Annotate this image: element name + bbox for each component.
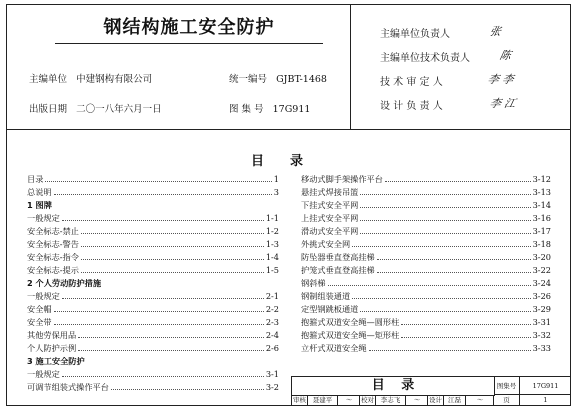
toc-entry-page: 3-14 [532,200,551,210]
checker-signature: ～ [406,395,428,405]
toc-entry [27,225,279,238]
toc-leader-dots [62,290,264,299]
page-label: 页 [494,395,520,405]
toc-leader-dots [360,186,530,195]
toc-entry [27,264,279,277]
toc-leader-dots [352,238,530,247]
toc-entry-title: 外挑式安全网 [301,239,351,249]
responsible-label: 技 术 审 定 人 [380,77,443,88]
toc-entry-title: 移动式脚手架操作平台 [301,174,383,184]
toc-entry [27,342,279,355]
editor-org-label: 主编单位 [29,74,68,85]
toc-entry [301,277,551,290]
toc-entry-title: 个人防护示例 [27,343,77,353]
toc-leader-dots [54,303,264,312]
toc-leader-dots [401,316,530,325]
toc-entry-title: 一般规定 [27,369,60,379]
toc-entry-title: 其他劳保用品 [27,330,77,340]
toc-entry-title: 安全帽 [27,304,52,314]
signature: 李 江 [488,97,517,110]
toc-leader-dots [81,264,264,273]
toc-entry-title: 2 个人劳动防护措施 [27,278,102,288]
toc-entry-page: 3-17 [532,226,551,236]
reviewer-name: 聂建平 [308,395,338,405]
toc-entry [301,251,551,264]
toc-entry [27,290,279,303]
toc-leader-dots [369,342,531,351]
toc-leader-dots [360,225,530,234]
unified-code [229,71,327,85]
toc-entry [301,225,551,238]
signature: 张 [488,25,503,38]
toc-entry [27,173,279,186]
toc-entry-page: 1 [273,174,279,184]
toc-leader-dots [54,316,264,325]
toc-entry-title: 定型钢跳板通道 [301,304,359,314]
publish-date-label: 出版日期 [29,104,68,115]
publish-date [29,101,162,115]
toc-section-heading [27,277,279,290]
title-block-name: 目 录 [292,377,495,396]
toc-entry-page: 2-6 [265,343,279,353]
toc-section-heading [27,199,279,212]
toc-entry-page: 2-3 [265,317,279,327]
toc-heading-char: 目 [251,154,265,169]
header-info [7,5,351,129]
toc-entry [27,212,279,225]
responsible-tech [380,49,470,64]
toc-entry-title: 护笼式垂直登高挂梯 [301,265,375,275]
editor-org [29,71,152,85]
toc-entry-page: 3-32 [532,330,551,340]
toc-heading [251,150,329,169]
responsible-label: 主编单位负责人 [380,29,450,40]
toc-entry-title: 总说明 [27,187,52,197]
toc-entry [301,186,551,199]
toc-entry-title: 安全标志-禁止 [27,226,79,236]
toc-leader-dots [62,368,264,377]
toc-entry [27,238,279,251]
check-label: 校对 [361,396,374,404]
toc-entry [27,303,279,316]
toc-entry [301,329,551,342]
toc-entry-title: 防坠器垂直登高挂梯 [301,252,375,262]
toc-right-column [301,173,551,355]
title-block-atlas-label: 图集号 [494,377,520,395]
unified-code-value: GJBT-1468 [276,74,327,85]
design-label: 设计 [429,396,442,404]
designer-name: 江磊 [444,395,466,405]
atlas-number-value: 17G911 [272,104,311,115]
toc-leader-dots [377,264,531,273]
toc-entry-page: 3 [273,187,279,197]
toc-leader-dots [81,238,264,247]
header-block [7,5,570,130]
title-underline [55,43,323,44]
toc-entry-page: 3-22 [532,265,551,275]
toc-entry-page: 1-2 [265,226,279,236]
toc-leader-dots [360,303,530,312]
document-title: 钢结构施工安全防护 [103,17,275,38]
toc-entry-page: 3-13 [532,187,551,197]
toc-entry [301,199,551,212]
review-label: 审核 [293,396,306,404]
responsible-design [380,97,443,112]
toc-entry [27,381,279,394]
toc-entry-page: 3-1 [265,369,279,379]
unified-code-label: 统一编号 [229,74,268,85]
toc-entry-page: 3-12 [532,174,551,184]
toc-entry-page: 2-1 [265,291,279,301]
toc-entry-page: 3-24 [532,278,551,288]
toc-entry-title: 钢制组装通道 [301,291,351,301]
toc-entry [27,316,279,329]
toc-leader-dots [385,173,531,182]
toc-entry-title: 安全标志-警告 [27,239,79,249]
toc-entry-page: 3-26 [532,291,551,301]
toc-entry [301,316,551,329]
signature: 陈 [498,49,513,62]
toc-entry-title: 下挂式安全平网 [301,200,359,210]
title-block [291,376,571,406]
toc-section-heading [27,355,279,368]
toc-entry-page: 3-16 [532,213,551,223]
toc-entry-title: 钢斜梯 [301,278,326,288]
toc-entry-page: 3-2 [265,382,279,392]
toc-entry-title: 目录 [27,174,44,184]
toc-leader-dots [81,225,264,234]
toc-entry-title: 可调节组装式操作平台 [27,382,109,392]
toc-entry-page: 2-2 [265,304,279,314]
toc-leader-dots [78,342,264,351]
toc-entry [301,303,551,316]
toc-heading-char: 录 [290,154,304,169]
responsible-label: 主编单位技术负责人 [380,53,470,64]
toc-leader-dots [111,381,264,390]
toc-leader-dots [377,251,531,260]
toc-leader-dots [352,290,530,299]
toc-entry-page: 1-3 [265,239,279,249]
toc-entry-title: 一般规定 [27,291,60,301]
toc-entry-page: 3-31 [532,317,551,327]
reviewer-signature: ～ [338,395,360,405]
toc-entry [301,264,551,277]
signature: 李 李 [486,73,515,86]
toc-leader-dots [45,173,271,182]
responsible-review [380,73,443,88]
responsibles-panel [350,5,570,129]
page-value: 1 [543,396,548,404]
toc-entry-title: 滑动式安全平网 [301,226,359,236]
toc-entry-title: 一般规定 [27,213,60,223]
toc-entry-title: 3 施工安全防护 [27,356,85,366]
toc-leader-dots [401,329,530,338]
toc-entry [301,212,551,225]
toc-entry-title: 上挂式安全平网 [301,213,359,223]
toc-entry [301,290,551,303]
toc-entry-title: 1 图牌 [27,200,52,210]
toc-entry [27,186,279,199]
toc-entry [27,329,279,342]
responsible-editor-org [380,25,450,40]
responsible-label: 设 计 负 责 人 [380,101,443,112]
toc-entry-title: 抱箍式双道安全绳—矩形柱 [301,330,400,340]
toc-entry [301,238,551,251]
checker-name: 李志飞 [376,395,406,405]
toc-entry-title: 安全标志-指令 [27,252,79,262]
toc-entry [27,368,279,381]
toc-entry-page: 1-1 [265,213,279,223]
toc-leader-dots [360,212,530,221]
toc-entry [301,173,551,186]
toc-leader-dots [54,186,272,195]
toc-leader-dots [328,277,531,286]
toc-entry [27,251,279,264]
toc-leader-dots [81,251,264,260]
toc-leader-dots [62,212,264,221]
toc-entry-page: 1-4 [265,252,279,262]
toc-entry-page: 3-18 [532,239,551,249]
toc-entry-title: 悬挂式焊接吊篮 [301,187,359,197]
toc-entry-page: 3-29 [532,304,551,314]
toc-entry [301,342,551,355]
toc-entry-page: 3-20 [532,252,551,262]
atlas-number-label: 图 集 号 [229,104,264,115]
publish-date-value: 二〇一八年六月一日 [76,104,162,115]
toc-entry-title: 立杆式双道安全绳 [301,343,367,353]
toc-entry-title: 安全带 [27,317,52,327]
toc-entry-title: 安全标志-提示 [27,265,79,275]
toc-entry-page: 1-5 [265,265,279,275]
designer-signature: ～ [466,395,494,405]
toc-leader-dots [360,199,530,208]
title-block-atlas-value: 17G911 [520,377,571,395]
toc-leader-dots [78,329,264,338]
toc-left-column [27,173,279,394]
atlas-number [229,101,310,115]
toc-entry-page: 3-33 [532,343,551,353]
toc-entry-page: 2-4 [265,330,279,340]
editor-org-value: 中建钢构有限公司 [76,74,153,85]
drawing-frame [6,4,571,406]
toc-entry-title: 抱箍式双道安全绳—圆形柱 [301,317,400,327]
